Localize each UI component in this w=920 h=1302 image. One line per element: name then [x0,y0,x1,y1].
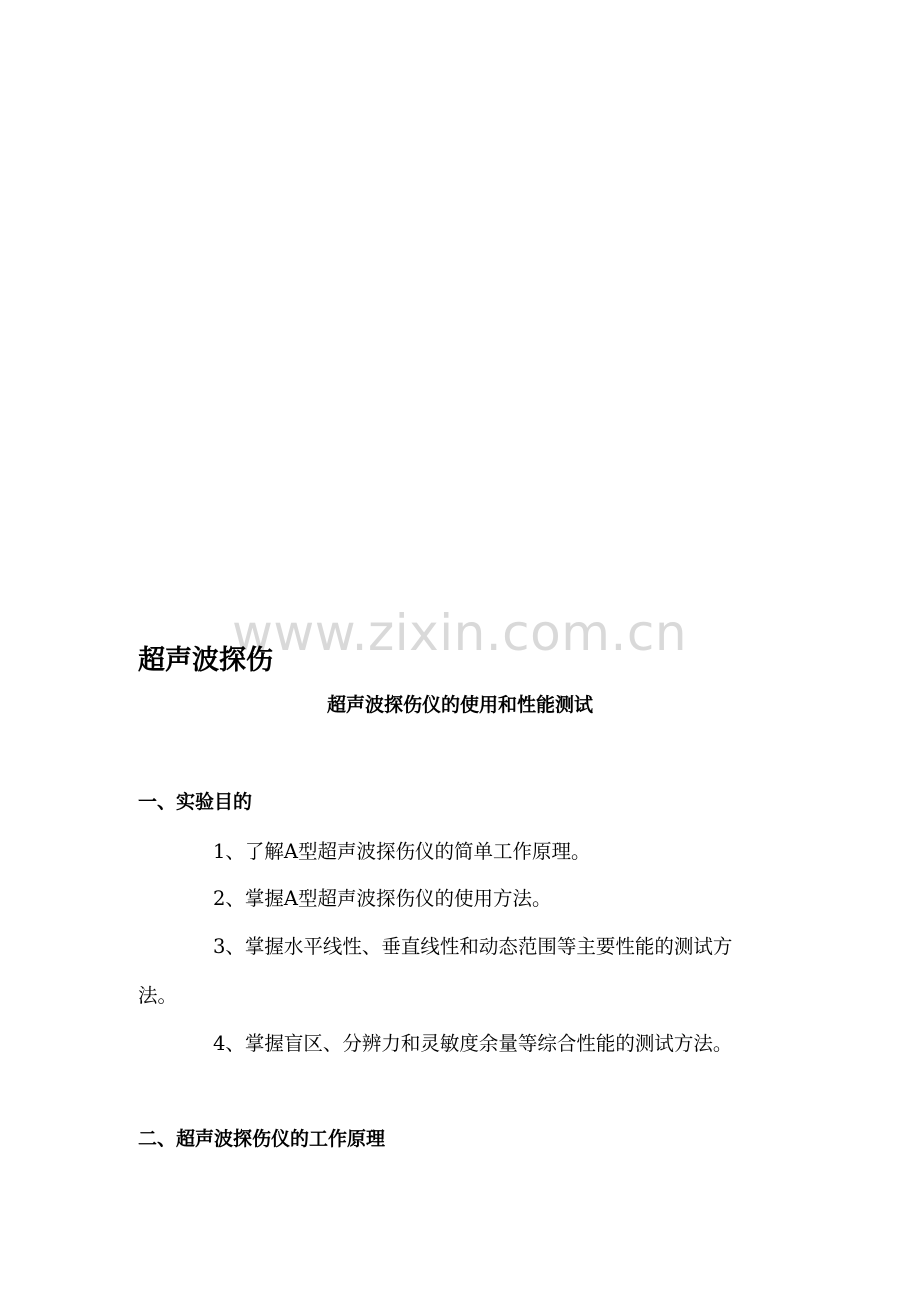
watermark-text: www.zixin.com.cn [232,604,688,662]
purpose-item-1: 1、了解A型超声波探伤仪的简单工作原理。 [213,840,591,863]
section-heading-purpose: 一、实验目的 [138,791,253,813]
document-title: 超声波探伤 [138,645,273,676]
purpose-item-4: 4、掌握盲区、分辨力和灵敏度余量等综合性能的测试方法。 [213,1032,733,1055]
document-subtitle: 超声波探伤仪的使用和性能测试 [326,694,593,716]
purpose-item-2: 2、掌握A型超声波探伤仪的使用方法。 [213,887,552,910]
section-heading-principle: 二、超声波探伤仪的工作原理 [138,1128,386,1150]
purpose-item-3: 3、掌握水平线性、垂直线性和动态范围等主要性能的测试方 [213,935,733,958]
purpose-item-3-continuation: 法。 [138,984,178,1007]
